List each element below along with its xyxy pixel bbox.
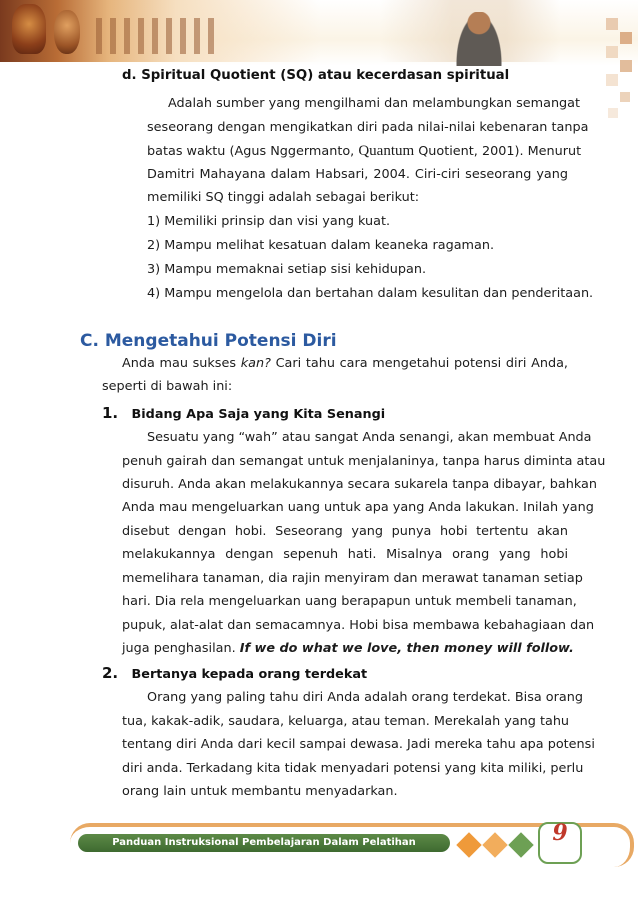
wayang-mask-image bbox=[54, 10, 80, 54]
quantum-word: Quantum bbox=[358, 143, 415, 159]
citation-text: batas waktu (Agus Nggermanto, bbox=[147, 144, 359, 159]
item-1-line: hari. Dia rela mengeluarkan uang berapapun untuk membeli tanaman, bbox=[122, 594, 577, 609]
intro-text: Anda mau sukses bbox=[122, 356, 241, 371]
item-1-line: memelihara tanaman, dia rajin menyiram dan merawat tanaman setiap bbox=[122, 571, 583, 586]
item-1-line: penuh gairah dan semangat untuk menjalaninya, tanpa harus diminta atau bbox=[122, 454, 606, 469]
item-title: Bertanya kepada orang terdekat bbox=[131, 667, 368, 682]
wayang-mask-image bbox=[12, 4, 46, 54]
intro-italic: kan? bbox=[240, 356, 271, 371]
sq-list-item: 1) Memiliki prinsip dan visi yang kuat. bbox=[147, 214, 391, 229]
item-1-line: disebut dengan hobi. Seseorang yang punya hobi tertentu akan bbox=[122, 524, 568, 539]
section-c-intro-line bbox=[122, 356, 568, 372]
item-1-text: juga penghasilan. bbox=[122, 641, 240, 656]
item-1-line: Anda mau mengeluarkan uang untuk apa yang Anda lakukan. Inilah yang bbox=[122, 500, 594, 515]
section-d-paragraph-line: seseorang dengan mengikatkan diri pada nilai-nilai kebenaran tanpa bbox=[147, 120, 589, 135]
item-2-line: diri anda. Terkadang kita tidak menyadari potensi yang kita miliki, perlu bbox=[122, 761, 584, 776]
decor-square bbox=[620, 60, 632, 72]
item-1-line: melakukannya dengan sepenuh hati. Misalnya orang yang hobi bbox=[122, 547, 568, 562]
section-c-intro-line: seperti di bawah ini: bbox=[102, 379, 233, 394]
section-d-paragraph-line bbox=[147, 143, 582, 160]
item-1-heading bbox=[102, 404, 385, 422]
item-2-line: Orang yang paling tahu diri Anda adalah orang terdekat. Bisa orang bbox=[147, 690, 583, 705]
section-d-heading: d. Spiritual Quotient (SQ) atau kecerdasan spiritual bbox=[122, 68, 510, 83]
section-d-paragraph-line: memiliki SQ tinggi adalah sebagai berikut: bbox=[147, 190, 420, 205]
banner-shelf-image bbox=[96, 18, 216, 54]
item-2-line: tentang diri Anda dari kecil sampai dewasa. Jadi mereka tahu apa potensi bbox=[122, 737, 595, 752]
item-1-last-line bbox=[122, 641, 574, 657]
item-1-line: disuruh. Anda akan melakukannya secara sukarela tanpa dibayar, bahkan bbox=[122, 477, 597, 492]
item-2-line: orang lain untuk membantu menyadarkan. bbox=[122, 784, 398, 799]
item-number: 1. bbox=[102, 404, 119, 422]
sq-list-item: 4) Mampu mengelola dan bertahan dalam kesulitan dan penderitaan. bbox=[147, 286, 594, 301]
item-1-line: Sesuatu yang “wah” atau sangat Anda senangi, akan membuat Anda bbox=[147, 430, 592, 445]
item-number: 2. bbox=[102, 664, 119, 682]
sq-list-item: 2) Mampu melihat kesatuan dalam keaneka ragaman. bbox=[147, 238, 495, 253]
sq-list-item: 3) Mampu memaknai setiap sisi kehidupan. bbox=[147, 262, 427, 277]
page-number: 9 bbox=[552, 820, 568, 846]
decor-square bbox=[620, 92, 630, 102]
item-2-line: tua, kakak-adik, saudara, keluarga, atau teman. Merekalah yang tahu bbox=[122, 714, 570, 729]
item-2-heading bbox=[102, 664, 367, 682]
section-c-heading: C. Mengetahui Potensi Diri bbox=[80, 331, 337, 351]
item-1-line: pupuk, alat-alat dan semacamnya. Hobi bisa membawa kebahagiaan dan bbox=[122, 618, 595, 633]
decor-square bbox=[620, 32, 632, 44]
decor-square bbox=[608, 108, 618, 118]
banner-person-image bbox=[455, 12, 503, 66]
footer-title: Panduan Instruksional Pembelajaran Dalam Pelatihan Kewirausahaan Masyarakat bbox=[78, 834, 450, 852]
decor-square bbox=[606, 46, 618, 58]
section-d-paragraph-line: Adalah sumber yang mengilhami dan melambungkan semangat bbox=[168, 96, 581, 111]
header-banner bbox=[0, 0, 638, 66]
decor-square bbox=[606, 74, 618, 86]
citation-text: Quotient, 2001). Menurut bbox=[414, 144, 582, 159]
item-title: Bidang Apa Saja yang Kita Senangi bbox=[131, 407, 386, 422]
intro-text: Cari tahu cara mengetahui potensi diri Anda, bbox=[270, 356, 568, 371]
section-d-paragraph-line: Damitri Mahayana dalam Habsari, 2004. Ciri-ciri seseorang yang bbox=[147, 167, 568, 182]
english-quote: If we do what we love, then money will follow. bbox=[239, 641, 574, 656]
decor-square bbox=[606, 18, 618, 30]
